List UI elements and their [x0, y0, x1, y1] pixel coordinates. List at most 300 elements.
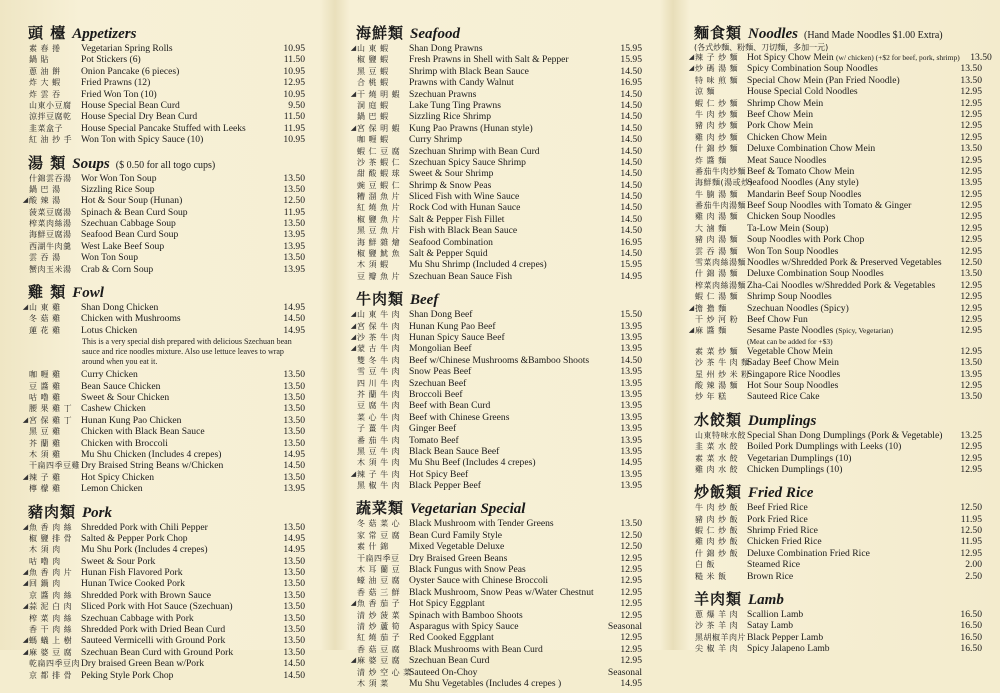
- item-chinese-name: 菜 心 牛 肉: [357, 412, 401, 422]
- item-price: 9.50: [288, 99, 305, 111]
- menu-item: [350, 423, 642, 434]
- menu-item: [688, 337, 982, 346]
- menu-item: [350, 191, 642, 202]
- menu-item: [350, 412, 642, 423]
- item-price: 14.50: [620, 191, 642, 203]
- menu-item: [22, 670, 305, 681]
- item-price: 13.95: [620, 434, 642, 446]
- menu-item: [688, 303, 982, 314]
- item-chinese-name: 番 茄 牛 肉: [357, 435, 401, 445]
- menu-item: [350, 446, 642, 457]
- item-name: [81, 241, 273, 252]
- item-name: [747, 620, 950, 631]
- spicy-icon: ◢: [350, 599, 357, 608]
- menu-item: [22, 54, 305, 65]
- menu-item: [688, 189, 982, 200]
- item-price: 12.95: [960, 97, 982, 109]
- section-title: [694, 409, 982, 427]
- spicy-icon: ◢: [350, 332, 357, 341]
- menu-item: [22, 403, 305, 414]
- item-name-text: Sizzling Rice Soup: [81, 183, 155, 195]
- menu-item: [350, 43, 642, 54]
- menu-item: [688, 369, 982, 380]
- item-price: 13.50: [283, 589, 305, 601]
- item-chinese-name: 辣 子 雞: [29, 472, 61, 482]
- menu-item: [350, 667, 642, 678]
- item-price: 15.95: [620, 43, 642, 54]
- item-chinese-name: 山 東 牛 肉: [357, 310, 401, 320]
- menu-item: [350, 248, 642, 259]
- item-name-text: Fish with Black Bean Sauce: [409, 225, 518, 237]
- item-name-text: Black Mushroom, Snow Peas w/Water Chestnut: [409, 586, 594, 598]
- section-title-english: Fried Rice: [748, 485, 814, 502]
- item-name-text: Fresh Prawns in Shell with Salt & Pepper: [409, 54, 569, 66]
- item-price: 13.50: [283, 578, 305, 590]
- menu-item: [350, 168, 642, 179]
- item-name-text: Chicken with Mushrooms: [81, 313, 181, 325]
- item-name-text: Fried Prawns (12): [81, 77, 151, 89]
- section-title-chinese: 蔬菜類: [356, 499, 405, 518]
- item-chinese-name: 香 菇 三 鮮: [357, 587, 401, 597]
- item-price: Seasonal: [607, 620, 642, 632]
- item-price: 12.95: [960, 222, 982, 234]
- item-chinese-name: 蝦 仁 豆 腐: [357, 146, 401, 156]
- menu-item: [350, 457, 642, 468]
- item-chinese-name: 蝦 仁 湯 麵: [695, 292, 739, 302]
- menu-item: [22, 426, 305, 437]
- item-chinese-name: 雞 肉 炒 飯: [695, 537, 739, 547]
- item-price: 12.95: [620, 575, 642, 587]
- item-price: 14.95: [283, 544, 305, 556]
- item-chinese-name: 咖 喱 雞: [29, 370, 61, 380]
- menu-item: [688, 177, 982, 188]
- item-chinese-name: 木 須 肉: [29, 545, 61, 555]
- item-chinese-name: 什 錦 炒 麵: [695, 144, 739, 154]
- item-name-text: Hunan Fish Flavored Pork: [81, 567, 183, 579]
- spicy-icon: ◢: [350, 123, 357, 132]
- item-price: 12.95: [960, 165, 982, 177]
- item-name-text: Black Mushroom with Tender Greens: [409, 518, 554, 530]
- item-chinese-name: 雪菜肉絲湯麵: [695, 258, 746, 268]
- item-name: [81, 670, 273, 681]
- item-name-text: Salt & Pepper Squid: [409, 248, 488, 260]
- item-price: 12.95: [960, 131, 982, 143]
- item-chinese-name: 鍋 巴 蝦: [357, 112, 389, 122]
- item-name-text: Spicy Jalapeno Lamb: [747, 643, 830, 655]
- item-chinese-name: 冬 菇 菜 心: [357, 519, 401, 529]
- item-price: 13.25: [960, 429, 982, 441]
- item-name: [409, 678, 610, 689]
- item-chinese-name: 炒 年 糕: [695, 392, 727, 402]
- menu-item: [22, 567, 305, 578]
- item-name: [747, 571, 950, 582]
- item-price: 12.50: [960, 502, 982, 514]
- item-name-text: Shredded Pork with Chili Pepper: [81, 521, 208, 533]
- item-name-text: House Special Bean Curd: [81, 99, 180, 111]
- item-price: 13.50: [960, 63, 982, 75]
- item-chinese-name: 牛 腩 湯 麵: [695, 189, 739, 199]
- item-name-text: Rock Cod with Hunan Sauce: [409, 202, 521, 214]
- section-title-english: Lamb: [748, 592, 784, 609]
- item-name-text: Meat Sauce Noodles: [747, 154, 827, 166]
- menu-item: [22, 100, 305, 111]
- item-name: [409, 632, 610, 643]
- item-chinese-name: 螞 蟻 上 樹: [29, 636, 73, 646]
- item-name-text: Onion Pancake (6 pieces): [81, 65, 180, 77]
- menu-item: [688, 98, 982, 109]
- item-name: [747, 246, 950, 257]
- item-chinese-name: 素 春 捲: [29, 44, 61, 53]
- section-title-chinese: 炒飯類: [694, 483, 743, 502]
- item-price: 13.95: [620, 400, 642, 412]
- item-price: 12.95: [960, 325, 982, 337]
- section-title-chinese: 雞 類: [28, 283, 67, 302]
- item-name: [747, 234, 950, 245]
- menu-item: [22, 241, 305, 252]
- item-name-text: Hunan Twice Cooked Pork: [81, 578, 185, 590]
- item-name: [409, 400, 610, 411]
- item-chinese-name: 蝦 仁 炒 麵: [695, 98, 739, 108]
- item-chinese-name: 什 錦 炒 飯: [695, 548, 739, 558]
- item-chinese-name: 山 東 蝦: [357, 44, 389, 53]
- item-name: [81, 635, 273, 646]
- item-name: [409, 111, 610, 122]
- item-chinese-name: 木 須 蝦: [357, 260, 389, 270]
- item-price: 12.95: [960, 211, 982, 223]
- item-chinese-name: 韭 菜 水 餃: [695, 442, 739, 452]
- menu-item: [350, 518, 642, 529]
- item-chinese-name: 雲 吞 湯: [29, 253, 61, 263]
- item-chinese-name: 山 東 雞: [29, 303, 61, 313]
- item-chinese-name: 干扁四季豆雞: [29, 461, 80, 471]
- spicy-icon: ◢: [688, 303, 695, 312]
- item-price: 13.50: [283, 380, 305, 392]
- item-name-text: Fried Won Ton (10): [81, 88, 157, 100]
- item-chinese-name: 麻 婆 豆 腐: [29, 647, 73, 657]
- item-price: 13.95: [283, 263, 305, 275]
- item-name-text: Mu Shu Shrimp (Included 4 crepes): [409, 259, 547, 271]
- item-chinese-name: 黑 豆 魚 片: [357, 226, 401, 236]
- item-chinese-name: 黑 椒 牛 肉: [357, 481, 401, 491]
- item-chinese-name: 麻 醬 麵: [695, 326, 727, 336]
- item-chinese-name: 蟹肉玉米湯: [29, 264, 72, 274]
- item-price: 12.95: [960, 463, 982, 475]
- item-name: [747, 391, 950, 402]
- item-name: [409, 89, 610, 100]
- item-name-text: Ta-Low Mein (Soup): [747, 222, 829, 234]
- item-name: [409, 237, 610, 248]
- item-name: [747, 464, 950, 475]
- item-name-text: Satay Lamb: [747, 620, 794, 632]
- menu-item: [22, 134, 305, 145]
- item-chinese-name: 椒 鹽 魷 魚: [357, 249, 401, 259]
- item-price: 13.50: [620, 518, 642, 530]
- menu-item: [22, 635, 305, 646]
- item-price: 12.95: [283, 77, 305, 89]
- item-name: [81, 522, 273, 533]
- menu-item: [688, 200, 982, 211]
- item-name: [747, 86, 950, 97]
- menu-item: [22, 556, 305, 567]
- item-chinese-name: 炸 大 蝦: [29, 78, 61, 88]
- item-chinese-name: 咕 嚕 肉: [29, 556, 61, 566]
- item-price: 14.95: [283, 302, 305, 314]
- item-price: 12.95: [960, 452, 982, 464]
- item-price: 13.50: [960, 357, 982, 369]
- menu-item: [22, 252, 305, 263]
- menu-item: [350, 202, 642, 213]
- spicy-icon: ◢: [350, 44, 357, 52]
- item-chinese-name: 菠菜豆腐湯: [29, 207, 72, 217]
- item-name-text: Zha-Cai Noodles w/Shredded Pork & Vegetables: [747, 279, 936, 291]
- menu-item: [688, 223, 982, 234]
- item-price: 13.50: [283, 426, 305, 438]
- item-chinese-name: 什錦雲吞湯: [29, 173, 72, 183]
- item-chinese-name: 沙 茶 牛 肉 麵: [695, 358, 750, 368]
- menu-item: [350, 225, 642, 236]
- item-price: 16.50: [960, 620, 982, 632]
- item-chinese-name: 麻 婆 豆 腐: [357, 656, 401, 666]
- item-chinese-name: 黑 豆 蝦: [357, 66, 389, 76]
- menu-item: [688, 559, 982, 570]
- section-title-chinese: 頭 檯: [28, 24, 67, 42]
- item-name-text: Shan Dong Chicken: [81, 302, 159, 314]
- item-name-text: Saday Beef Chow Mein: [747, 357, 839, 369]
- item-name-text: Beef & Tomato Chow Mein: [747, 165, 855, 177]
- item-chinese-name: 沙 茶 羊 肉: [695, 621, 739, 631]
- item-name: [747, 643, 950, 654]
- item-name-text: Salted & Pepper Pork Chop: [81, 532, 188, 544]
- item-name-text: Mu Shu Beef (Includes 4 crepes): [409, 457, 536, 469]
- item-chinese-name: 家 常 豆 腐: [357, 530, 401, 540]
- menu-item: [688, 346, 982, 357]
- item-chinese-name: 酸 辣 湯 麵: [695, 380, 739, 390]
- menu-item: [22, 613, 305, 624]
- spicy-icon: ◢: [688, 326, 695, 335]
- item-price: 12.95: [960, 547, 982, 559]
- item-price: 13.95: [283, 483, 305, 495]
- item-chinese-name: 豬 肉 炒 飯: [695, 514, 739, 524]
- item-subnote: (Spicy, Vegetarian): [835, 326, 894, 336]
- item-chinese-name: 香 菇 豆 腐: [357, 644, 401, 654]
- menu-item: [350, 541, 642, 552]
- item-price: 12.95: [620, 598, 642, 610]
- item-name-text: Beef with Bean Curd: [409, 400, 491, 412]
- item-chinese-name: 清 炒 菠 菜: [357, 610, 401, 620]
- menu-item: [22, 483, 305, 494]
- item-name-text: Vegetable Chow Mein: [747, 345, 833, 357]
- item-name: [409, 355, 610, 366]
- item-name: [409, 530, 610, 541]
- section-note: ($ 0.50 for all togo cups): [115, 159, 216, 171]
- item-name-text: Won Ton Soup Noodles: [747, 245, 839, 257]
- item-name-text: Asparagus with Spicy Sauce: [409, 620, 519, 632]
- item-name-text: Hunan Spicy Sauce Beef: [409, 331, 505, 343]
- item-name-text: Broccoli Beef: [409, 388, 463, 400]
- item-name-text: Cashew Chicken: [81, 403, 146, 415]
- section-title-english: Appetizers: [72, 26, 137, 42]
- item-name-text: Won Ton with Spicy Sauce (10): [81, 134, 204, 146]
- item-name-text: Seafood Combination: [409, 236, 493, 248]
- item-name-text: Special Shan Dong Dumplings (Pork & Vegetable): [747, 429, 943, 441]
- item-name: [81, 426, 273, 437]
- item-chinese-name: 大 滷 麵: [695, 223, 727, 233]
- item-name: [81, 578, 273, 589]
- item-name-text: Sliced Fish with Wine Sauce: [409, 191, 520, 203]
- item-chinese-name: 乾扁四季豆肉: [29, 659, 80, 669]
- menu-item: [688, 257, 982, 268]
- item-price: 12.95: [960, 234, 982, 246]
- item-name: [409, 667, 606, 678]
- item-name: [81, 66, 273, 77]
- item-name: [81, 624, 273, 635]
- spicy-icon: ◢: [350, 89, 357, 98]
- item-price: 12.95: [620, 564, 642, 576]
- item-name: [81, 556, 273, 567]
- item-name-text: Noodles w/Shredded Pork & Preserved Vegetables: [747, 257, 942, 269]
- item-name-text: Chicken Soup Noodles: [747, 211, 836, 223]
- item-price: 12.95: [620, 655, 642, 667]
- section-title-english: Pork: [82, 504, 113, 521]
- item-price: 12.95: [960, 291, 982, 303]
- item-price: 14.95: [620, 677, 642, 689]
- item-name-text: Black Mushrooms with Bean Curd: [409, 643, 543, 655]
- item-price: 14.50: [620, 65, 642, 77]
- item-chinese-name: 干 炒 河 粉: [695, 314, 739, 324]
- item-name-text: Mandarin Beef Soup Noodles: [747, 188, 862, 200]
- item-price: 13.95: [620, 377, 642, 389]
- section-title: [28, 152, 305, 170]
- item-name: [81, 207, 273, 218]
- item-price: 13.95: [960, 177, 982, 189]
- item-price: 12.50: [283, 195, 305, 207]
- item-name-text: Shrimp with Black Bean Sauce: [409, 65, 529, 77]
- item-name-text: Oyster Sauce with Chinese Broccoli: [409, 575, 549, 587]
- menu-item: [350, 321, 642, 332]
- item-name-text: Sweet & Sour Pork: [81, 555, 156, 567]
- menu-item: [688, 620, 982, 631]
- item-chinese-name: 宮 保 明 蝦: [357, 123, 401, 133]
- section-title: [28, 22, 305, 40]
- item-name-text: Beef with Chinese Greens: [409, 411, 510, 423]
- item-price: 13.50: [283, 437, 305, 449]
- item-name: [409, 553, 610, 564]
- item-price: 16.50: [960, 609, 982, 621]
- item-price: 12.95: [960, 302, 982, 314]
- menu-item: [22, 415, 305, 426]
- item-price: 12.95: [960, 345, 982, 357]
- section-title: [694, 588, 982, 609]
- item-name-text: Hunan Kung Pao Chicken: [81, 414, 182, 426]
- item-chinese-name: 涼 麵: [695, 87, 716, 97]
- item-name: [81, 123, 273, 134]
- menu-item: [22, 325, 305, 336]
- section-title-chinese: 海鮮類: [356, 24, 405, 42]
- item-chinese-name: 蠔 油 豆 腐: [357, 576, 401, 586]
- item-chinese-name: 豆 腐 牛 肉: [357, 401, 401, 411]
- item-name: [81, 460, 273, 471]
- item-name: [409, 54, 610, 65]
- item-name-text: Sweet & Sour Shrimp: [409, 168, 494, 180]
- menu-item: [350, 355, 642, 366]
- spicy-icon: ◢: [22, 636, 29, 645]
- menu-item: [22, 522, 305, 533]
- item-name-text: Lake Tung Ting Prawns: [409, 99, 501, 111]
- item-name: [81, 195, 273, 206]
- menu-item: [22, 195, 305, 206]
- menu-column-right: [688, 22, 992, 659]
- item-name-text: Szechuan Beef: [409, 377, 467, 389]
- item-chinese-name: 四 川 牛 肉: [357, 378, 401, 388]
- item-chinese-name: 尖 椒 羊 肉: [695, 644, 739, 654]
- item-name: [81, 567, 273, 578]
- item-name: [747, 357, 950, 368]
- item-name: [409, 321, 610, 332]
- item-chinese-name: 蒜 泥 白 肉: [29, 602, 73, 612]
- menu-item: [688, 268, 982, 279]
- item-price: 14.95: [283, 324, 305, 336]
- item-name: [747, 268, 950, 279]
- menu-item: [350, 259, 642, 270]
- menu-section: [22, 152, 305, 276]
- menu-item: [350, 435, 642, 446]
- item-price: 12.95: [620, 552, 642, 564]
- item-chinese-name: 榨菜肉絲湯麵: [695, 280, 746, 290]
- item-subnote: (Meat can be added for +$3): [747, 336, 833, 346]
- item-name-text: Sesame Paste Noodles: [747, 325, 834, 337]
- menu-item: [688, 643, 982, 654]
- item-chinese-name: 豆 醬 雞: [29, 381, 61, 391]
- item-name: [747, 109, 950, 120]
- menu-item: [22, 533, 305, 544]
- item-name-text: Curry Shrimp: [409, 134, 463, 146]
- menu-section: [350, 497, 642, 689]
- item-name: [81, 403, 273, 414]
- item-chinese-name: 芥 蘭 雞: [29, 438, 61, 448]
- menu-section: [350, 22, 642, 282]
- item-price: 13.95: [283, 240, 305, 252]
- item-price: 13.50: [283, 521, 305, 533]
- item-name-text: Mu Shu Chicken (Includes 4 crepes): [81, 448, 222, 460]
- menu-item: [22, 392, 305, 403]
- item-chinese-name: 牛 肉 炒 麵: [695, 109, 739, 119]
- item-name-text: Szechuan Shrimp with Bean Curd: [409, 145, 540, 157]
- item-name-text: Curry Chicken: [81, 369, 138, 381]
- item-name: [747, 346, 950, 357]
- item-name: [747, 525, 950, 536]
- spicy-icon: ◢: [22, 568, 29, 577]
- item-name: [81, 449, 273, 460]
- item-name: [747, 380, 950, 391]
- item-name-text: Salt & Pepper Fish Fillet: [409, 213, 505, 225]
- item-chinese-name: 雪 豆 牛 肉: [357, 367, 401, 377]
- item-chinese-name: 星 州 炒 米 粉: [695, 369, 750, 379]
- item-chinese-name: 魚 香 肉 絲: [29, 522, 73, 532]
- item-price: 14.50: [620, 88, 642, 100]
- menu-item: [688, 291, 982, 302]
- item-price: 11.95: [960, 513, 982, 525]
- section-title-chinese: 羊肉類: [694, 590, 743, 609]
- item-name: [409, 389, 610, 400]
- menu-item: [688, 109, 982, 120]
- item-price: 13.95: [620, 331, 642, 343]
- item-name: [409, 225, 610, 236]
- item-name-text: Hot Spicy Chow Mein: [747, 52, 834, 63]
- item-name-text: Szechuan Bean Curd with Ground Pork: [81, 646, 234, 658]
- item-chinese-name: 木 須 雞: [29, 449, 61, 459]
- item-name: [81, 392, 273, 403]
- item-chinese-name: 洞 庭 蝦: [357, 100, 389, 110]
